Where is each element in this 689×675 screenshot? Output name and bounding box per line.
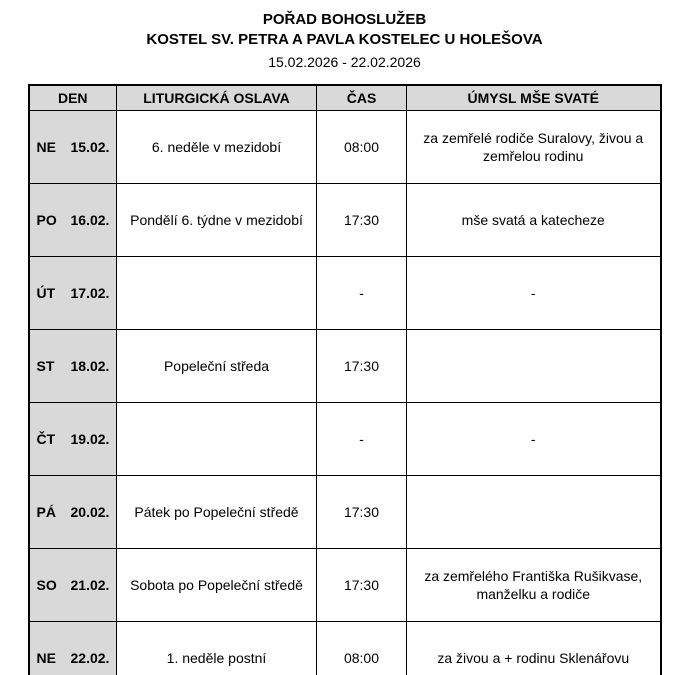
intention-cell	[407, 330, 661, 403]
column-header-cas: ČAS	[317, 85, 407, 111]
table-row	[29, 476, 661, 549]
celebration-cell: Popeleční středa	[117, 330, 317, 403]
table-row	[29, 622, 661, 675]
column-header-den: DEN	[29, 85, 117, 111]
day-abbr: ČT	[36, 431, 56, 447]
celebration-cell: 1. neděle postní	[117, 622, 317, 675]
celebration-cell: 6. neděle v mezidobí	[117, 111, 317, 184]
table-row	[29, 403, 661, 476]
header-row	[29, 85, 661, 111]
table-row	[29, 549, 661, 622]
intention-cell: mše svatá a katecheze	[407, 184, 661, 257]
intention-cell: za zemřelého Františka Rušikvase, manželku a rodiče	[407, 549, 661, 622]
column-header-umysl: ÚMYSL MŠE SVATÉ	[407, 85, 661, 111]
time-cell: 17:30	[317, 184, 407, 257]
intention-cell: za zemřelé rodiče Suralovy, živou a zemřelou rodinu	[407, 111, 661, 184]
day-date: 17.02.	[70, 285, 110, 301]
time-cell: -	[317, 403, 407, 476]
time-cell: 17:30	[317, 549, 407, 622]
table-row	[29, 111, 661, 184]
schedule-table	[28, 84, 662, 675]
intention-cell: za živou a + rodinu Sklenářovu	[407, 622, 661, 675]
page-title: POŘAD BOHOSLUŽEB	[262, 11, 427, 28]
document-header	[0, 10, 689, 72]
day-date: 21.02.	[70, 577, 110, 593]
intention-cell: -	[407, 257, 661, 330]
column-header-oslava: LITURGICKÁ OSLAVA	[117, 85, 317, 111]
day-cell	[29, 257, 117, 330]
day-date: 18.02.	[70, 358, 110, 374]
table-row	[29, 184, 661, 257]
table-row	[29, 330, 661, 403]
day-abbr: NE	[36, 650, 56, 666]
time-cell: 17:30	[317, 476, 407, 549]
day-cell	[29, 622, 117, 675]
day-cell	[29, 184, 117, 257]
day-date: 16.02.	[70, 212, 110, 228]
intention-cell: -	[407, 403, 661, 476]
celebration-cell	[117, 257, 317, 330]
celebration-cell: Pátek po Popeleční středě	[117, 476, 317, 549]
day-abbr: SO	[36, 577, 57, 593]
day-abbr: NE	[36, 139, 56, 155]
day-cell	[29, 549, 117, 622]
day-abbr: PO	[36, 212, 57, 228]
time-cell: 08:00	[317, 111, 407, 184]
day-cell	[29, 330, 117, 403]
celebration-cell: Pondělí 6. týdne v mezidobí	[117, 184, 317, 257]
time-cell: 17:30	[317, 330, 407, 403]
day-cell	[29, 476, 117, 549]
celebration-cell	[117, 403, 317, 476]
day-cell	[29, 111, 117, 184]
page-subtitle: KOSTEL SV. PETRA A PAVLA KOSTELEC U HOLEŠOVA	[146, 31, 543, 48]
day-date: 19.02.	[70, 431, 110, 447]
day-abbr: ÚT	[36, 285, 56, 301]
date-range: 15.02.2026 - 22.02.2026	[268, 54, 421, 70]
day-date: 22.02.	[70, 650, 110, 666]
intention-cell	[407, 476, 661, 549]
day-date: 20.02.	[70, 504, 110, 520]
celebration-cell: Sobota po Popeleční středě	[117, 549, 317, 622]
table-row	[29, 257, 661, 330]
day-cell	[29, 403, 117, 476]
day-abbr: ST	[36, 358, 55, 374]
day-date: 15.02.	[70, 139, 110, 155]
time-cell: 08:00	[317, 622, 407, 675]
time-cell: -	[317, 257, 407, 330]
day-abbr: PÁ	[36, 504, 56, 520]
